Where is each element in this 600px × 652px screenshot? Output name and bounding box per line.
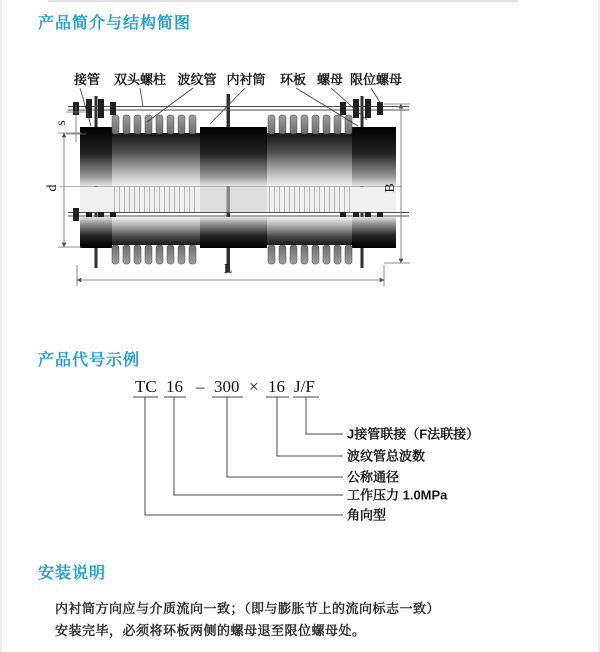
bellows-lower-right	[268, 245, 352, 264]
dim-label-L: L	[223, 262, 233, 277]
bellows-upper-right	[268, 115, 352, 134]
callout-pressure: 工作压力 1.0MPa	[347, 487, 448, 503]
code-seg-type: TC	[135, 377, 157, 396]
code-seg-connection: J/F	[294, 377, 315, 396]
callout-waves: 波纹管总波数	[347, 448, 426, 464]
code-seg-diameter: 300	[214, 377, 240, 396]
bellows-back-lines	[80, 187, 396, 212]
label-luomu: 螺母	[316, 72, 344, 87]
code-seg-dash: –	[196, 377, 205, 396]
callout-diameter: 公称通径	[347, 469, 400, 485]
label-huanban: 环板	[279, 72, 307, 87]
install-instruction-line: 内衬筒方向应与介质流向一致；（即与膨胀节上的流向标志一致）	[55, 601, 441, 616]
code-seg-times: ×	[249, 377, 259, 396]
structure-diagram	[0, 60, 600, 310]
label-bowenguan: 波纹管	[177, 72, 217, 87]
code-connectors	[145, 397, 343, 515]
label-neichentong: 内衬筒	[226, 72, 266, 87]
scan-edge-top	[48, 0, 518, 2]
section-title-install: 安装说明	[38, 565, 107, 582]
product-code-example	[0, 375, 600, 545]
dim-L	[77, 262, 384, 286]
install-instruction-line: 安装完毕，必须将环板两侧的螺母退至限位螺母处。	[55, 623, 366, 638]
dim-label-B: B	[383, 183, 398, 193]
dim-d	[45, 133, 82, 247]
section-title-intro: 产品简介与结构简图	[38, 15, 192, 32]
bellows-lower-left	[112, 245, 196, 264]
label-xianweiluomu: 限位螺母	[349, 72, 403, 87]
code-seg-pressure: 16	[166, 377, 183, 396]
bellows-upper-left	[112, 115, 196, 134]
callout-type: 角向型	[347, 507, 387, 523]
dim-label-d: d	[45, 184, 60, 192]
upper-body	[80, 127, 396, 186]
callout-connection: J接管联接（F法联接）	[347, 426, 480, 442]
label-shuangtouluozhu: 双头螺柱	[113, 72, 167, 87]
lower-body	[80, 217, 396, 248]
section-title-code: 产品代号示例	[38, 352, 141, 369]
dim-label-s: s	[54, 120, 69, 126]
code-seg-waves: 16	[268, 377, 285, 396]
label-jieguan: 接管	[73, 72, 101, 87]
